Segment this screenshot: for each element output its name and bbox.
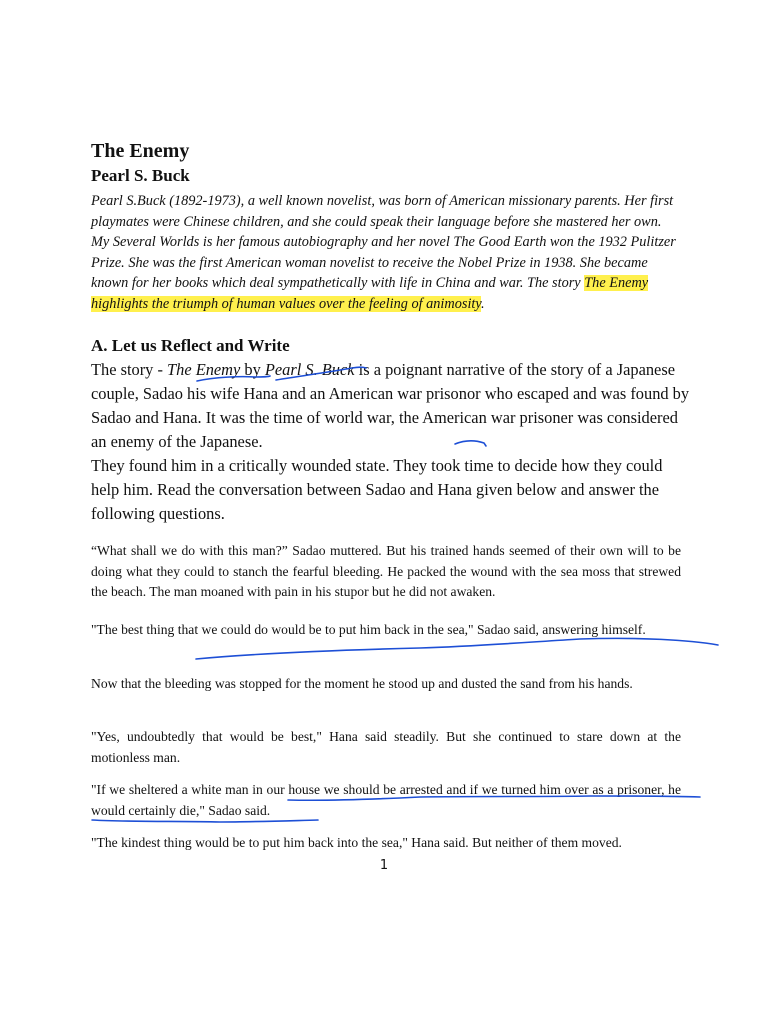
author-name: Pearl S. Buck	[91, 166, 190, 185]
intro-by: by	[240, 360, 265, 379]
page-number: 1	[379, 858, 389, 873]
section-heading: A. Let us Reflect and Write	[91, 336, 290, 355]
intro-part1: The story -	[91, 360, 168, 379]
underline-answering-himself	[196, 638, 718, 659]
intro-part3: They found him in a critically wounded state. They took time to decide how they could help him. Read the conversation between Sadao and Hana given below and answer the following questions.	[91, 456, 663, 523]
intro-part2: is a poignant narrative of the story of a Japanese couple, Sadao his wife Hana and an American war prisonor who escaped and was found by Sadao and Hana. It was the time of world war, the American war prisoner was considered an enemy of the Japanese.	[91, 360, 690, 451]
bio-end: .	[480, 295, 485, 312]
passage-paragraph: "Yes, undoubtedly that would be best," Hana said steadily. But she continued to stare down at the motionless man.	[91, 729, 681, 765]
story-author: Pearl S. Buck	[264, 360, 355, 379]
highlighted-text: The Enemy highlights the triumph of human values over the feeling of animosity	[91, 275, 649, 312]
passage-paragraph: “What shall we do with this man?” Sadao muttered. But his trained hands seemed of their own will to be doing what they could to stanch the fearful bleeding. He packed the wound with the sea moss that strewed the beach. The man moaned with pain in his stupor but he did not awaken.	[91, 543, 681, 599]
author-bio	[91, 191, 681, 315]
bio-text: Pearl S.Buck (1892-1973), a well known novelist, was born of American missionary parents. Her first playmates were Chinese children, and she could speak their language before she mastered her own. My Several Worlds is her famous autobiography and her novel The Good Earth won the 1932 Pulitzer Prize. She was the first American woman novelist to receive the Nobel Prize in 1938. She became known for her books which deal sympathetically with life in China and war. The story	[91, 193, 676, 292]
page-title: The Enemy	[91, 140, 190, 162]
passage-paragraph: Now that the bleeding was stopped for the moment he stood up and dusted the sand from his hands.	[91, 676, 633, 691]
section-intro	[91, 358, 691, 526]
passage-paragraph: "The kindest thing would be to put him back into the sea," Hana said. But neither of them moved.	[91, 835, 622, 850]
passage-paragraph: "If we sheltered a white man in our house we should be arrested and if we turned him over as a prisoner, he would certainly die," Sadao said.	[91, 782, 681, 818]
story-title: The Enemy	[167, 360, 241, 379]
passage-paragraph: "The best thing that we could do would be to put him back in the sea," Sadao said, answering himself.	[91, 622, 646, 637]
